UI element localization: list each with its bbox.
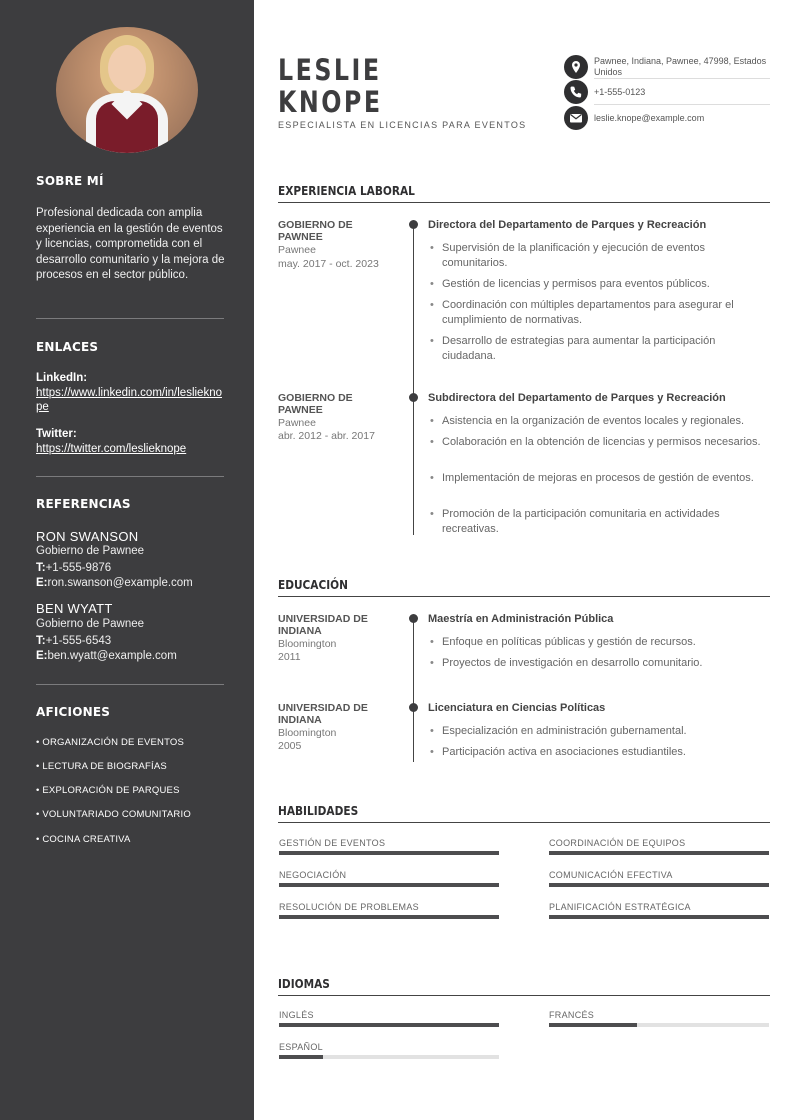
job-bullet: • Gestión de licencias y permisos para eventos públicos. bbox=[430, 277, 766, 292]
language-bar bbox=[279, 1023, 499, 1027]
skill-bar-fill bbox=[279, 851, 499, 855]
reference-org: Gobierno de Pawnee bbox=[36, 545, 145, 557]
job-dates: abr. 2012 - abr. 2017 bbox=[278, 430, 375, 442]
skill-label: NEGOCIACIÓN bbox=[279, 870, 347, 880]
job-location: Pawnee bbox=[278, 244, 316, 256]
language-bar-fill bbox=[279, 1023, 499, 1027]
skills-heading: HABILIDADES bbox=[278, 804, 359, 818]
job-dates: may. 2017 - oct. 2023 bbox=[278, 258, 379, 270]
skill-bar bbox=[549, 883, 769, 887]
section-divider bbox=[278, 202, 770, 203]
skill-bar bbox=[279, 851, 499, 855]
timeline-dot bbox=[409, 393, 418, 402]
job-bullet: • Implementación de mejoras en procesos de gestión de eventos. bbox=[430, 471, 766, 486]
reference-email: E:ron.swanson@example.com bbox=[36, 577, 193, 589]
degree-title: Maestría en Administración Pública bbox=[428, 613, 614, 625]
skill-bar bbox=[549, 851, 769, 855]
job-bullet: • Colaboración en la obtención de licencias y permisos necesarios. bbox=[430, 435, 766, 450]
job-bullet: • Promoción de la participación comunitaria en actividades recreativas. bbox=[430, 507, 766, 536]
section-divider bbox=[278, 995, 770, 996]
skill-bar-fill bbox=[549, 915, 769, 919]
education-year: 2011 bbox=[278, 651, 301, 663]
skill-label: PLANIFICACIÓN ESTRATÉGICA bbox=[549, 902, 691, 912]
language-bar bbox=[549, 1023, 769, 1027]
linkedin-link[interactable]: https://www.linkedin.com/in/leslieknope bbox=[36, 387, 222, 413]
job-organization: GOBIERNO DE PAWNEE bbox=[278, 219, 353, 243]
skill-bar bbox=[279, 883, 499, 887]
job-bullet: • Asistencia en la organización de eventos locales y regionales. bbox=[430, 414, 766, 429]
skill-label: COORDINACIÓN DE EQUIPOS bbox=[549, 838, 686, 848]
hobby-item: • EXPLORACIÓN DE PARQUES bbox=[36, 785, 180, 796]
sidebar bbox=[0, 0, 254, 1120]
about-heading: SOBRE MÍ bbox=[36, 174, 104, 188]
skill-label: RESOLUCIÓN DE PROBLEMAS bbox=[279, 902, 419, 912]
skill-bar bbox=[549, 915, 769, 919]
email-text[interactable]: leslie.knope@example.com bbox=[594, 113, 705, 123]
reference-name: BEN WYATT bbox=[36, 601, 113, 616]
section-divider bbox=[278, 822, 770, 823]
reference-phone: T:+1-555-6543 bbox=[36, 635, 112, 647]
education-year: 2005 bbox=[278, 740, 302, 752]
reference-name: RON SWANSON bbox=[36, 529, 139, 544]
section-divider bbox=[278, 596, 770, 597]
hobby-item: • LECTURA DE BIOGRAFÍAS bbox=[36, 761, 167, 772]
references-heading: REFERENCIAS bbox=[36, 497, 131, 511]
hobby-item: • COCINA CREATIVA bbox=[36, 834, 131, 845]
twitter-link[interactable]: https://twitter.com/leslieknope bbox=[36, 443, 187, 455]
timeline-line bbox=[413, 618, 414, 762]
job-bullet: • Supervisión de la planificación y ejecución de eventos comunitarios. bbox=[430, 241, 766, 270]
reference-org: Gobierno de Pawnee bbox=[36, 618, 145, 630]
education-location: Bloomington bbox=[278, 638, 337, 650]
timeline-dot bbox=[409, 703, 418, 712]
hobby-item: • ORGANIZACIÓN DE EVENTOS bbox=[36, 737, 185, 748]
degree-title: Licenciatura en Ciencias Políticas bbox=[428, 702, 606, 714]
twitter-label: Twitter: bbox=[36, 428, 77, 440]
job-organization: GOBIERNO DE PAWNEE bbox=[278, 392, 353, 416]
reference-email: E:ben.wyatt@example.com bbox=[36, 650, 177, 662]
language-label: INGLÉS bbox=[279, 1010, 314, 1020]
about-text: Profesional dedicada con amplia experiencia en la gestión de eventos y licencias, comprometida con el desarrollo comunitario y la mejora de procesos en el sector público. bbox=[36, 207, 225, 282]
language-bar-fill bbox=[549, 1023, 637, 1027]
job-bullet: • Coordinación con múltiples departamentos para asegurar el cumplimiento de normativas. bbox=[430, 298, 766, 327]
job-location: Pawnee bbox=[278, 417, 316, 429]
envelope-icon bbox=[564, 106, 588, 130]
education-heading: EDUCACIÓN bbox=[278, 578, 348, 592]
skill-label: COMUNICACIÓN EFECTIVA bbox=[549, 870, 673, 880]
hobby-item: • VOLUNTARIADO COMUNITARIO bbox=[36, 809, 191, 820]
job-bullet: • Desarrollo de estrategias para aumentar la participación ciudadana. bbox=[430, 334, 766, 363]
divider bbox=[36, 684, 224, 685]
language-bar bbox=[279, 1055, 499, 1059]
timeline-line bbox=[413, 224, 414, 535]
location-pin-icon bbox=[564, 55, 588, 79]
skill-label: GESTIÓN DE EVENTOS bbox=[279, 838, 386, 848]
job-title: Subdirectora del Departamento de Parques y Recreación bbox=[428, 392, 726, 404]
education-institution: UNIVERSIDAD DE INDIANA bbox=[278, 702, 368, 726]
education-institution: UNIVERSIDAD DE INDIANA bbox=[278, 613, 368, 637]
links-heading: ENLACES bbox=[36, 340, 99, 354]
reference-phone: T:+1-555-9876 bbox=[36, 562, 112, 574]
timeline-dot bbox=[409, 220, 418, 229]
skill-bar-fill bbox=[549, 851, 769, 855]
address-text: Pawnee, Indiana, Pawnee, 47998, Estados Unidos bbox=[594, 56, 767, 77]
language-label: ESPAÑOL bbox=[279, 1042, 323, 1052]
education-bullet: • Proyectos de investigación en desarrollo comunitario. bbox=[430, 656, 766, 671]
languages-heading: IDIOMAS bbox=[278, 977, 330, 991]
divider bbox=[36, 318, 224, 319]
experience-heading: EXPERIENCIA LABORAL bbox=[278, 184, 415, 198]
education-bullet: • Participación activa en asociaciones estudiantiles. bbox=[430, 745, 766, 760]
timeline-dot bbox=[409, 614, 418, 623]
job-title: Directora del Departamento de Parques y Recreación bbox=[428, 219, 707, 231]
linkedin-label: LinkedIn: bbox=[36, 372, 88, 384]
language-bar-fill bbox=[279, 1055, 323, 1059]
profile-photo bbox=[56, 27, 198, 153]
phone-text: +1-555-0123 bbox=[594, 87, 646, 97]
skill-bar-fill bbox=[279, 915, 499, 919]
first-name: LESLIE bbox=[278, 53, 382, 87]
skill-bar bbox=[279, 915, 499, 919]
skill-bar-fill bbox=[279, 883, 499, 887]
education-location: Bloomington bbox=[278, 727, 337, 739]
education-bullet: • Especialización en administración gubernamental. bbox=[430, 724, 766, 739]
hobbies-heading: AFICIONES bbox=[36, 705, 111, 719]
divider bbox=[36, 476, 224, 477]
phone-icon bbox=[564, 80, 588, 104]
language-label: FRANCÉS bbox=[549, 1010, 595, 1020]
education-bullet: • Enfoque en políticas públicas y gestión de recursos. bbox=[430, 635, 766, 650]
job-headline: ESPECIALISTA EN LICENCIAS PARA EVENTOS bbox=[278, 120, 527, 130]
skill-bar-fill bbox=[549, 883, 769, 887]
last-name: KNOPE bbox=[278, 85, 383, 119]
